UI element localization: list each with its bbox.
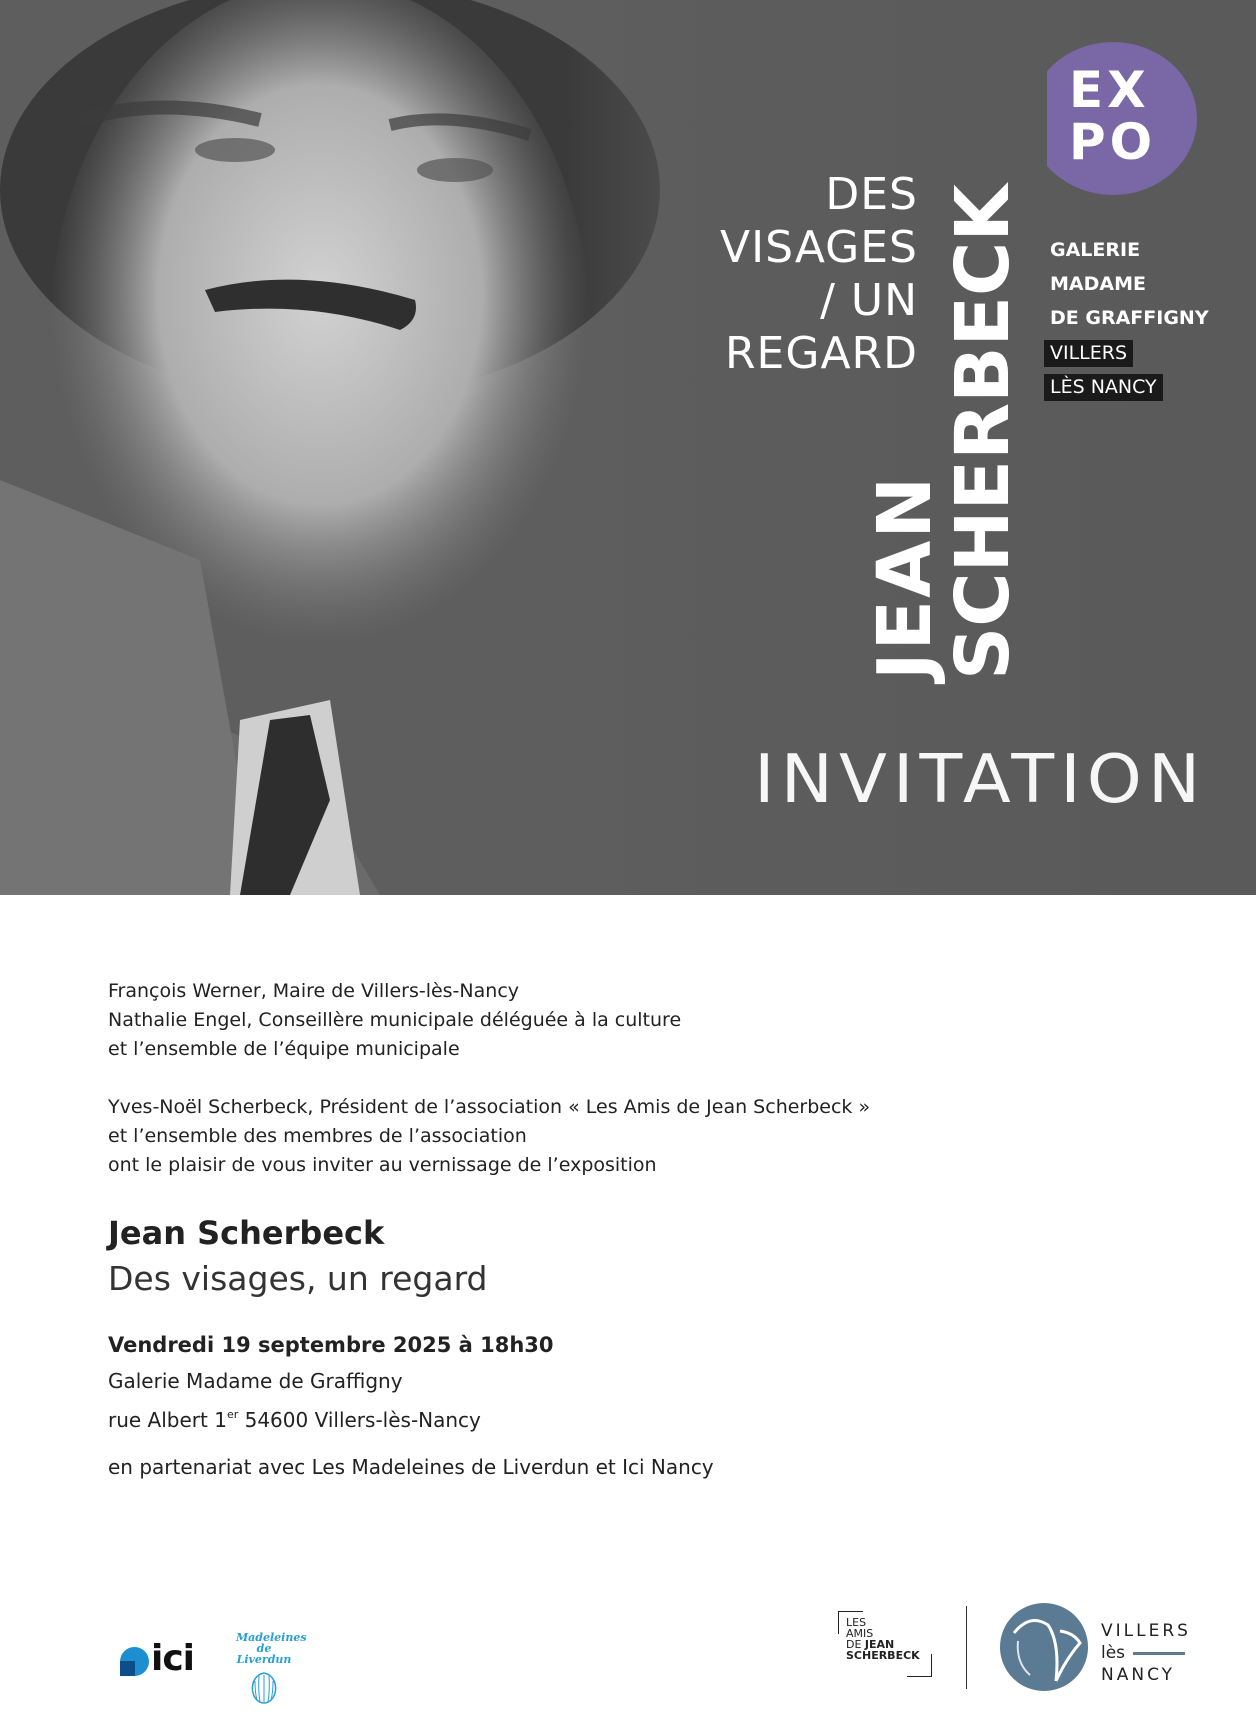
- amis-line: AMIS: [846, 1627, 874, 1640]
- expo-line-2: PO: [1069, 113, 1157, 171]
- host-line: et l’ensemble de l’équipe municipale: [108, 1038, 460, 1060]
- host-line: Nathalie Engel, Conseillère municipale déléguée à la culture: [108, 1009, 682, 1031]
- madeleines-liverdun-logo: [236, 1631, 307, 1696]
- hosts-association: [108, 1093, 870, 1180]
- logo-divider: [966, 1606, 967, 1689]
- artist-last-name: SCHERBECK: [940, 184, 1026, 680]
- partners-line: en partenariat avec Les Madeleines de Liverdun et Ici Nancy: [108, 1455, 714, 1479]
- venue-line: GALERIE: [1050, 239, 1141, 261]
- madeleines-line: Madeleines: [236, 1631, 307, 1644]
- venue-block: [1050, 238, 1209, 408]
- address-street: rue Albert 1: [108, 1408, 227, 1432]
- amis-jean-scherbeck-logo: [838, 1611, 934, 1677]
- artist-first-name: JEAN: [862, 474, 948, 680]
- hosts-municipal: [108, 977, 681, 1064]
- expo-line-1: EX: [1069, 61, 1150, 119]
- city-tag: VILLERS: [1044, 340, 1133, 367]
- amis-line: JEAN: [864, 1638, 895, 1651]
- les-word: lès: [1101, 1643, 1126, 1663]
- wordmark-bar: [1133, 1652, 1185, 1655]
- expo-badge: [1047, 42, 1197, 195]
- host-line: et l’ensemble des membres de l’association: [108, 1125, 527, 1147]
- madeleine-shell-icon: [249, 1671, 279, 1705]
- tagline-line: DES: [825, 169, 918, 220]
- city-tag: LÈS NANCY: [1044, 374, 1163, 401]
- venue-line: MADAME: [1050, 273, 1146, 295]
- venue-line: DE GRAFFIGNY: [1050, 307, 1209, 329]
- venue-name: Galerie Madame de Graffigny: [108, 1369, 403, 1393]
- madeleines-line: de Liverdun: [236, 1642, 292, 1666]
- villers-les-nancy-wordmark: [1101, 1620, 1191, 1686]
- tagline-line: VISAGES: [720, 222, 918, 273]
- amis-line: LES: [846, 1616, 867, 1629]
- event-location: [108, 1364, 481, 1437]
- nancy-word: NANCY: [1101, 1665, 1176, 1685]
- host-line: François Werner, Maire de Villers-lès-Nancy: [108, 980, 520, 1002]
- host-line: Yves-Noël Scherbeck, Président de l’association « Les Amis de Jean Scherbeck »: [108, 1096, 871, 1118]
- amis-line: SCHERBECK: [846, 1649, 920, 1662]
- exhibition-title: Jean Scherbeck: [108, 1214, 385, 1252]
- event-date: Vendredi 19 septembre 2025 à 18h30: [108, 1333, 554, 1357]
- tagline-line: / UN: [820, 275, 918, 326]
- villers-les-nancy-emblem-icon: [1000, 1603, 1088, 1691]
- exhibition-subtitle: Des visages, un regard: [108, 1259, 488, 1298]
- expo-badge-text: [1069, 61, 1157, 171]
- ici-wordmark: ici: [151, 1638, 195, 1679]
- exhibition-tagline: [720, 168, 918, 380]
- ici-logo: [120, 1638, 200, 1679]
- amis-line: DE: [846, 1638, 862, 1651]
- villers-word: VILLERS: [1101, 1621, 1191, 1641]
- venue-address: [108, 1398, 481, 1437]
- ici-square-icon: [120, 1661, 135, 1676]
- address-city: 54600 Villers-lès-Nancy: [238, 1408, 481, 1432]
- host-line: ont le plaisir de vous inviter au vernissage de l’exposition: [108, 1154, 657, 1176]
- address-ordinal: er: [226, 1408, 239, 1421]
- tagline-line: REGARD: [724, 328, 918, 379]
- invitation-heading: INVITATION: [754, 739, 1207, 819]
